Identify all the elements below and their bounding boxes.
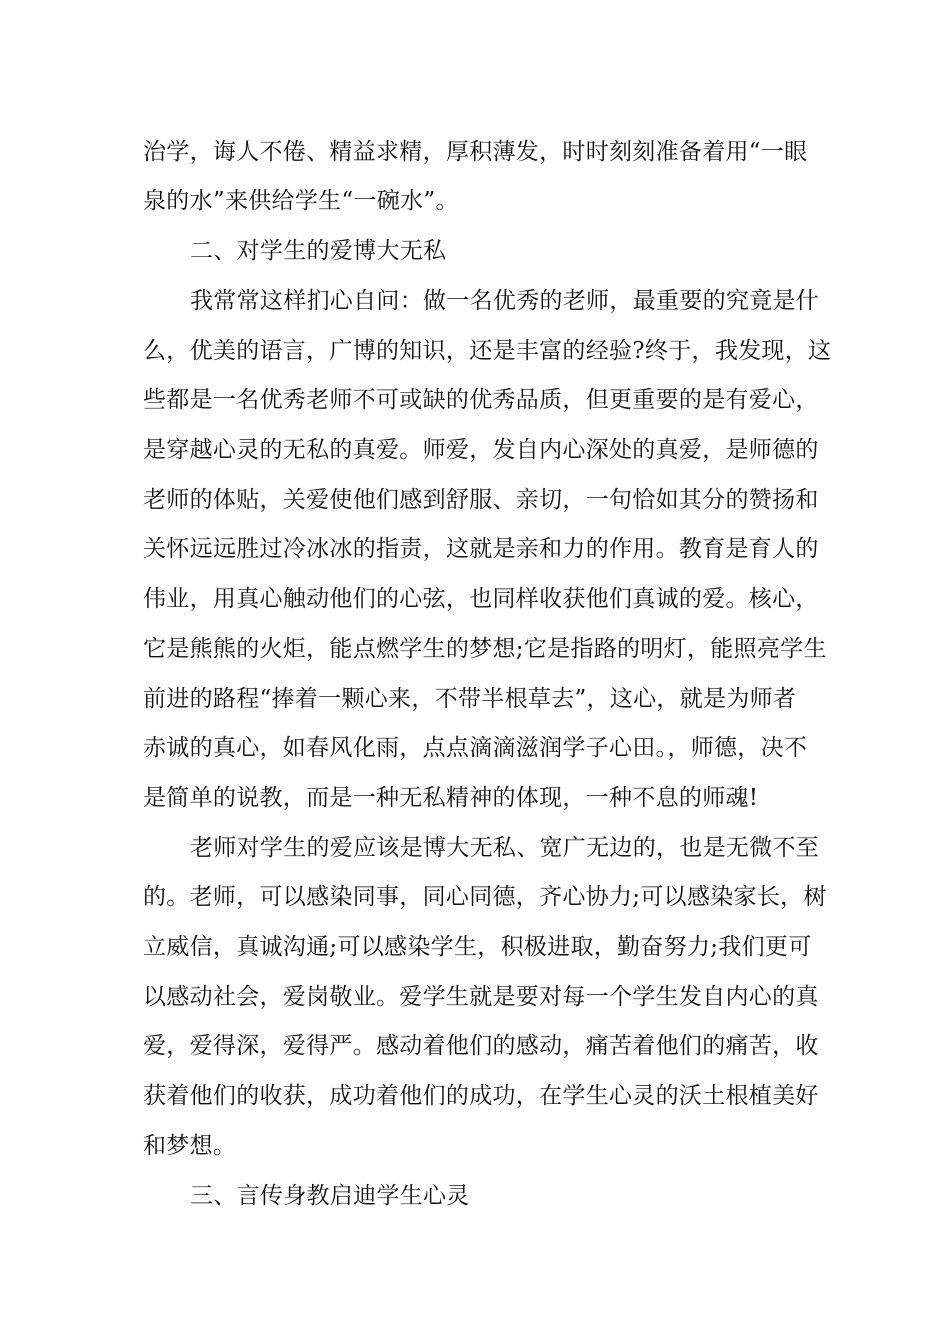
- paragraph-line: 么，优美的语言，广博的知识，还是丰富的经验?终于，我发现，这: [143, 338, 832, 364]
- paragraph-line: 我常常这样扪心自问：做一名优秀的老师，最重要的究竟是什: [190, 288, 820, 314]
- paragraph-line: 和梦想。: [143, 1133, 237, 1159]
- paragraph-line: 以感动社会，爱岗敬业。爱学生就是要对每一个学生发自内心的真: [143, 984, 819, 1010]
- paragraph-line: 前进的路程“捧着一颗心来，不带半根草去”，这心，就是为师者: [143, 686, 797, 712]
- paragraph-line: 些都是一名优秀老师不可或缺的优秀品质，但更重要的是有爱心，: [143, 387, 819, 413]
- paragraph-line: 立威信，真诚沟通;可以感染学生，积极进取，勤奋努力;我们更可: [143, 934, 812, 960]
- paragraph-line: 伟业，用真心触动他们的心弦，也同样收获他们真诚的爱。核心，: [143, 586, 819, 612]
- section-heading: 二、对学生的爱博大无私: [190, 238, 447, 264]
- paragraph-line: 关怀远远胜过冷冰冰的指责，这就是亲和力的作用。教育是育人的: [143, 536, 819, 562]
- paragraph-line: 它是熊熊的火炬，能点燃学生的梦想;它是指路的明灯，能照亮学生: [143, 636, 827, 662]
- paragraph-line: 获着他们的收获，成功着他们的成功，在学生心灵的沃土根植美好: [143, 1083, 819, 1109]
- paragraph-line: 老师对学生的爱应该是博大无私、宽广无边的，也是无微不至: [190, 835, 820, 861]
- paragraph-line: 是简单的说教，而是一种无私精神的体现，一种不息的师魂!: [143, 785, 759, 811]
- paragraph-line: 老师的体贴，关爱使他们感到舒服、亲切，一句恰如其分的赞扬和: [143, 487, 819, 513]
- section-heading: 三、言传身教启迪学生心灵: [190, 1183, 470, 1209]
- paragraph-line: 的。老师，可以感染同事，同心同德，齐心协力;可以感染家长，树: [143, 884, 827, 910]
- paragraph-line: 赤诚的真心，如春风化雨，点点滴滴滋润学子心田。，师德，决不: [143, 735, 808, 761]
- paragraph-line: 治学，诲人不倦、精益求精，厚积薄发，时时刻刻准备着用“一眼: [143, 139, 808, 165]
- paragraph-line: 是穿越心灵的无私的真爱。师爱，发自内心深处的真爱，是师德的: [143, 437, 819, 463]
- paragraph-line: 泉的水”来供给学生“一碗水”。: [143, 188, 459, 214]
- paragraph-line: 爱，爱得深，爱得严。感动着他们的感动，痛苦着他们的痛苦，收: [143, 1033, 819, 1059]
